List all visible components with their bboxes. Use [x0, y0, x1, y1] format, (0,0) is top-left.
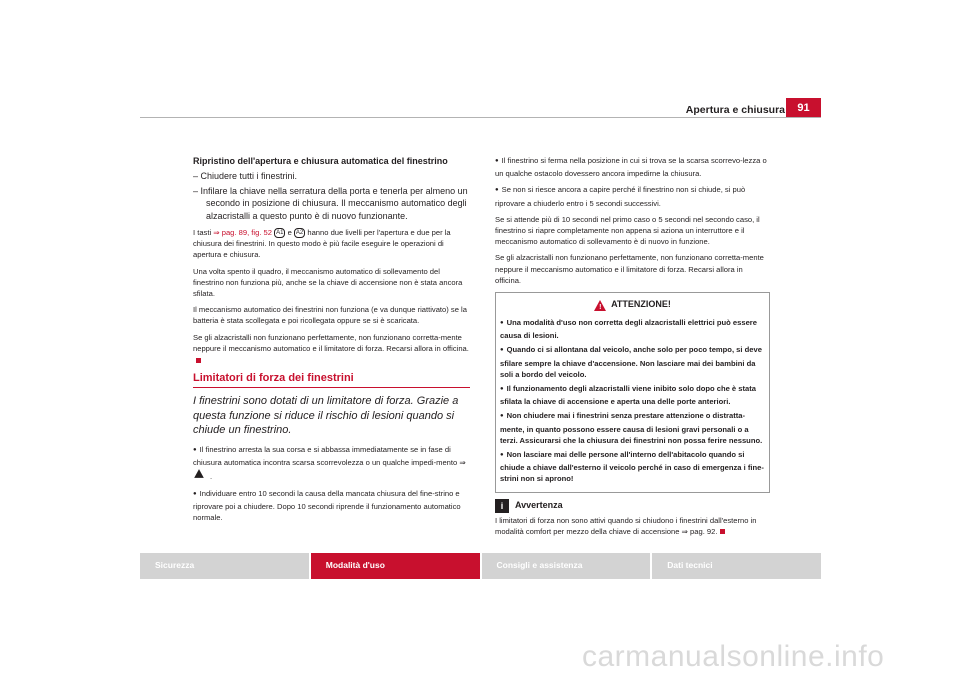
warning-box [495, 292, 770, 493]
tab-dati-tecnici[interactable]: Dati tecnici [652, 553, 821, 579]
bullet-item: ● Individuare entro 10 secondi la causa della mancata chiusura del fine-strino e riprovare poi a chiudere. Dopo 10 secondi riprende il funzionamento automatico normale. [193, 488, 470, 524]
end-marker-icon [720, 529, 725, 534]
callout-a2-icon: A2 [295, 230, 304, 236]
lead-text: I finestrini sono dotati di un limitatore di forza. Grazie a questa funzione si riduce il rischio di lesioni quando si chiude un finestrino. [193, 395, 459, 437]
page-reference-link[interactable]: ⇒ pag. 89, fig. 52 [213, 228, 272, 237]
paragraph: Se gli alzacristalli non funzionano perfettamente, non funzionano corretta-mente neppure il meccanismo automatico e il limitatore di forza. Recarsi allora in officina. [495, 253, 764, 285]
paragraph: I tasti ⇒ pag. 89, fig. 52 A1 e A2 hanno due livelli per l'apertura e due per la chiusura dei finestrini. In questo modo è più facile eseguire le operazioni di apertura e chiusura. [193, 228, 451, 260]
callout-a1-icon: A1 [276, 230, 284, 236]
section-title: Ripristino dell'apertura e chiusura automatica del finestrino [193, 156, 448, 166]
tab-consigli-assistenza[interactable]: Consigli e assistenza [482, 553, 651, 579]
step-item: – Infilare la chiave nella serratura della porta e tenerla per almeno un secondo in posizione di chiusura. Il meccanismo automatico degli alzacristalli a questo punto è di nuovo funzionante. [193, 185, 468, 221]
warning-triangle-icon: ! [594, 300, 606, 311]
warning-triangle-icon [194, 469, 204, 478]
paragraph: Una volta spento il quadro, il meccanismo automatico di sollevamento del finestrino non funziona più, anche se la chiave di accensione non è stata ancora sfilata. [193, 266, 463, 299]
page-number: 91 [786, 98, 821, 118]
warning-header: ! ATTENZIONE! [496, 293, 769, 317]
footer-tabs [140, 553, 821, 579]
tab-modalita-uso[interactable]: Modalità d'uso [311, 553, 480, 579]
bullet-item: ● Se non si riesce ancora a capire perché il finestrino non si chiude, si può riprovare a chiuderlo entro i 5 secondi successivi. [495, 184, 770, 208]
bullet-item: ● Il finestrino arresta la sua corsa e si abbassa immediatamente se in fase di chiusura automatica incontra scarsa scorrevolezza o un qualche impedi-mento ⇒ . [193, 444, 470, 483]
note-text: I limitatori di forza non sono attivi quando si chiudono i finestrini dall'esterno in modalità comfort per mezzo della chiave di accensione ⇒ pag. 92. [495, 515, 757, 536]
right-column [495, 155, 770, 542]
warning-item: ● Il funzionamento degli alzacristalli viene inibito solo dopo che è stata sfilata la chiave di accensione e aperta una delle porte anteriori. [500, 383, 765, 407]
warning-body [496, 317, 769, 492]
end-marker-icon [196, 358, 201, 363]
left-column [193, 155, 470, 528]
step-item: – Chiudere tutti i finestrini. [193, 171, 298, 181]
paragraph: Il meccanismo automatico dei finestrini non funziona (e va dunque riattivato) se la batteria è stata scollegata e poi ricollegata oppure se si è scaricata. [193, 305, 467, 326]
warning-item: ● Una modalità d'uso non corretta degli alzacristalli elettrici può essere causa di lesioni. [500, 317, 765, 341]
warning-item: ● Quando ci si allontana dal veicolo, anche solo per poco tempo, si deve sfilare sempre la chiave d'accensione. Non lasciare mai dei bambini da soli a bordo del veicolo. [500, 344, 765, 380]
note-header: i Avvertenza [495, 499, 770, 513]
header-rule [140, 117, 821, 118]
watermark: carmanualsonline.info [582, 640, 885, 673]
bullet-item: ● Il finestrino si ferma nella posizione in cui si trova se la scarsa scorrevo-lezza o un qualche ostacolo dovessero ancora impedirne la chiusura. [495, 155, 770, 179]
warning-item: ● Non chiudere mai i finestrini senza prestare attenzione o distratta-mente, in quanto possono essere causa di lesioni gravi personali o a terzi. Assicurarsi che la chiusura dei finestrini non possa ferire nessuno. [500, 410, 765, 446]
paragraph: Se gli alzacristalli non funzionano perfettamente, non funzionano corretta-mente neppure il meccanismo automatico e il limitatore di forza. Recarsi allora in officina. [193, 332, 470, 366]
tab-sicurezza[interactable]: Sicurezza [140, 553, 309, 579]
warning-item: ● Non lasciare mai delle persone all'interno dell'abitacolo quando si chiude a chiave dall'esterno il veicolo perché in caso di emergenza i fine-strini non si aprono! [500, 449, 765, 485]
section-heading: Limitatori di forza dei finestrini [193, 373, 470, 388]
running-header-title: Apertura e chiusura [685, 104, 785, 116]
note-icon: i [495, 499, 509, 513]
paragraph: Se si attende più di 10 secondi nel primo caso o 5 secondi nel secondo caso, il finestrino si riapre completamente non appena si aziona un interruttore e il meccanismo automatico di sollevamento è di nuovo in funzione. [495, 214, 760, 247]
